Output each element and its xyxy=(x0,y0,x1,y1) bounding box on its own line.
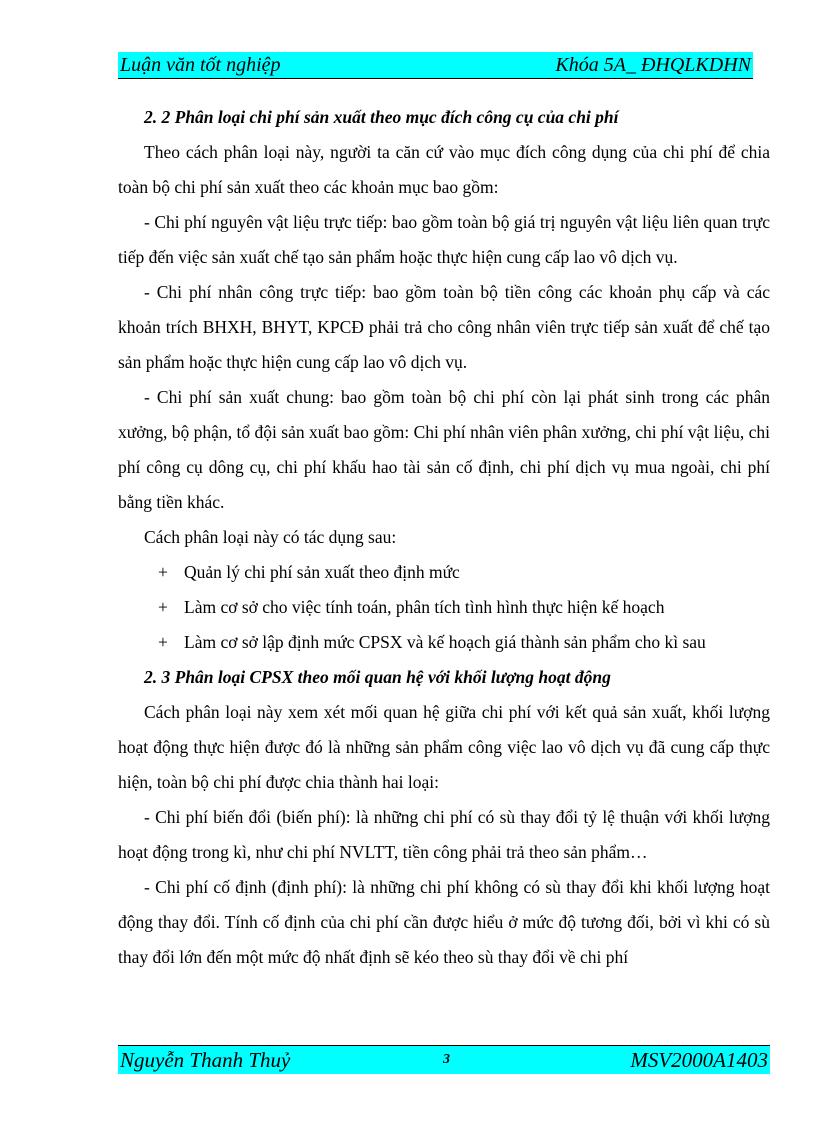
page-header xyxy=(118,52,753,79)
header-course: Khóa 5A_ ĐHQLKDHN xyxy=(555,54,751,76)
footer-author: Nguyễn Thanh Thuỷ xyxy=(120,1048,291,1072)
header-title: Luận văn tốt nghiệp xyxy=(120,54,281,76)
page-number: 3 xyxy=(443,1052,450,1067)
page-footer xyxy=(118,1045,770,1074)
plus-item xyxy=(118,555,770,590)
paragraph: Theo cách phân loại này, người ta căn cứ vào mục đích công dụng của chi phí để chia toàn bộ chi phí sản xuất theo các khoản mục bao gồm: xyxy=(118,142,770,197)
dash-item: - Chi phí cố định (định phí): là những chi phí không có sù thay đổi khi khối lượng hoạt động thay đổi. Tính cố định của chi phí cần được hiểu ở mức độ tương đối, bởi vì khi có sù thay đổi lớn đến một mức độ nhất định sẽ kéo theo sù thay đổi về chi phí xyxy=(118,877,770,967)
plus-icon: + xyxy=(158,562,168,582)
paragraph: Cách phân loại này có tác dụng sau: xyxy=(144,527,397,547)
plus-item xyxy=(118,625,770,660)
plus-item-text: Làm cơ sở lập định mức CPSX và kế hoạch giá thành sản phẩm cho kì sau xyxy=(184,632,706,652)
plus-icon: + xyxy=(158,632,168,652)
document-body xyxy=(118,100,770,975)
dash-item: - Chi phí nguyên vật liệu trực tiếp: bao gồm toàn bộ giá trị nguyên vật liệu liên quan trực tiếp đến việc sản xuất chế tạo sản phẩm hoặc thực hiện cung cấp lao vô dịch vụ. xyxy=(118,212,770,267)
plus-item-text: Quản lý chi phí sản xuất theo định mức xyxy=(184,562,460,582)
plus-icon: + xyxy=(158,597,168,617)
paragraph: Cách phân loại này xem xét mối quan hệ giữa chi phí với kết quả sản xuất, khối lượng hoạt động thực hiện được đó là những sản phẩm công việc lao vô dịch vụ đã cung cấp thực hiện, toàn bộ chi phí được chia thành hai loại: xyxy=(118,702,770,792)
dash-item: - Chi phí biến đổi (biến phí): là những chi phí có sù thay đổi tỷ lệ thuận với khối lượng hoạt động trong kì, như chi phí NVLTT, tiền công phải trả theo sản phẩm… xyxy=(118,807,770,862)
section-heading-2-3: 2. 3 Phân loại CPSX theo mối quan hệ với khối lượng hoạt động xyxy=(144,667,611,687)
plus-item xyxy=(118,590,770,625)
student-id: MSV2000A1403 xyxy=(630,1048,768,1072)
plus-item-text: Làm cơ sở cho việc tính toán, phân tích tình hình thực hiện kế hoạch xyxy=(184,597,665,617)
section-heading-2-2: 2. 2 Phân loại chi phí sản xuất theo mục đích công cụ của chi phí xyxy=(144,107,619,127)
dash-item: - Chi phí sản xuất chung: bao gồm toàn bộ chi phí còn lại phát sinh trong các phân xưởng, bộ phận, tổ đội sản xuất bao gồm: Chi phí nhân viên phân xưởng, chi phí vật liệu, chi phí công cụ dông cụ, chi phí khấu hao tài sản cố định, chi phí dịch vụ mua ngoài, chi phí bằng tiền khác. xyxy=(118,387,770,512)
dash-item: - Chi phí nhân công trực tiếp: bao gồm toàn bộ tiền công các khoản phụ cấp và các khoản trích BHXH, BHYT, KPCĐ phải trả cho công nhân viên trực tiếp sản xuất để chế tạo sản phẩm hoặc thực hiện cung cấp lao vô dịch vụ. xyxy=(118,282,770,372)
